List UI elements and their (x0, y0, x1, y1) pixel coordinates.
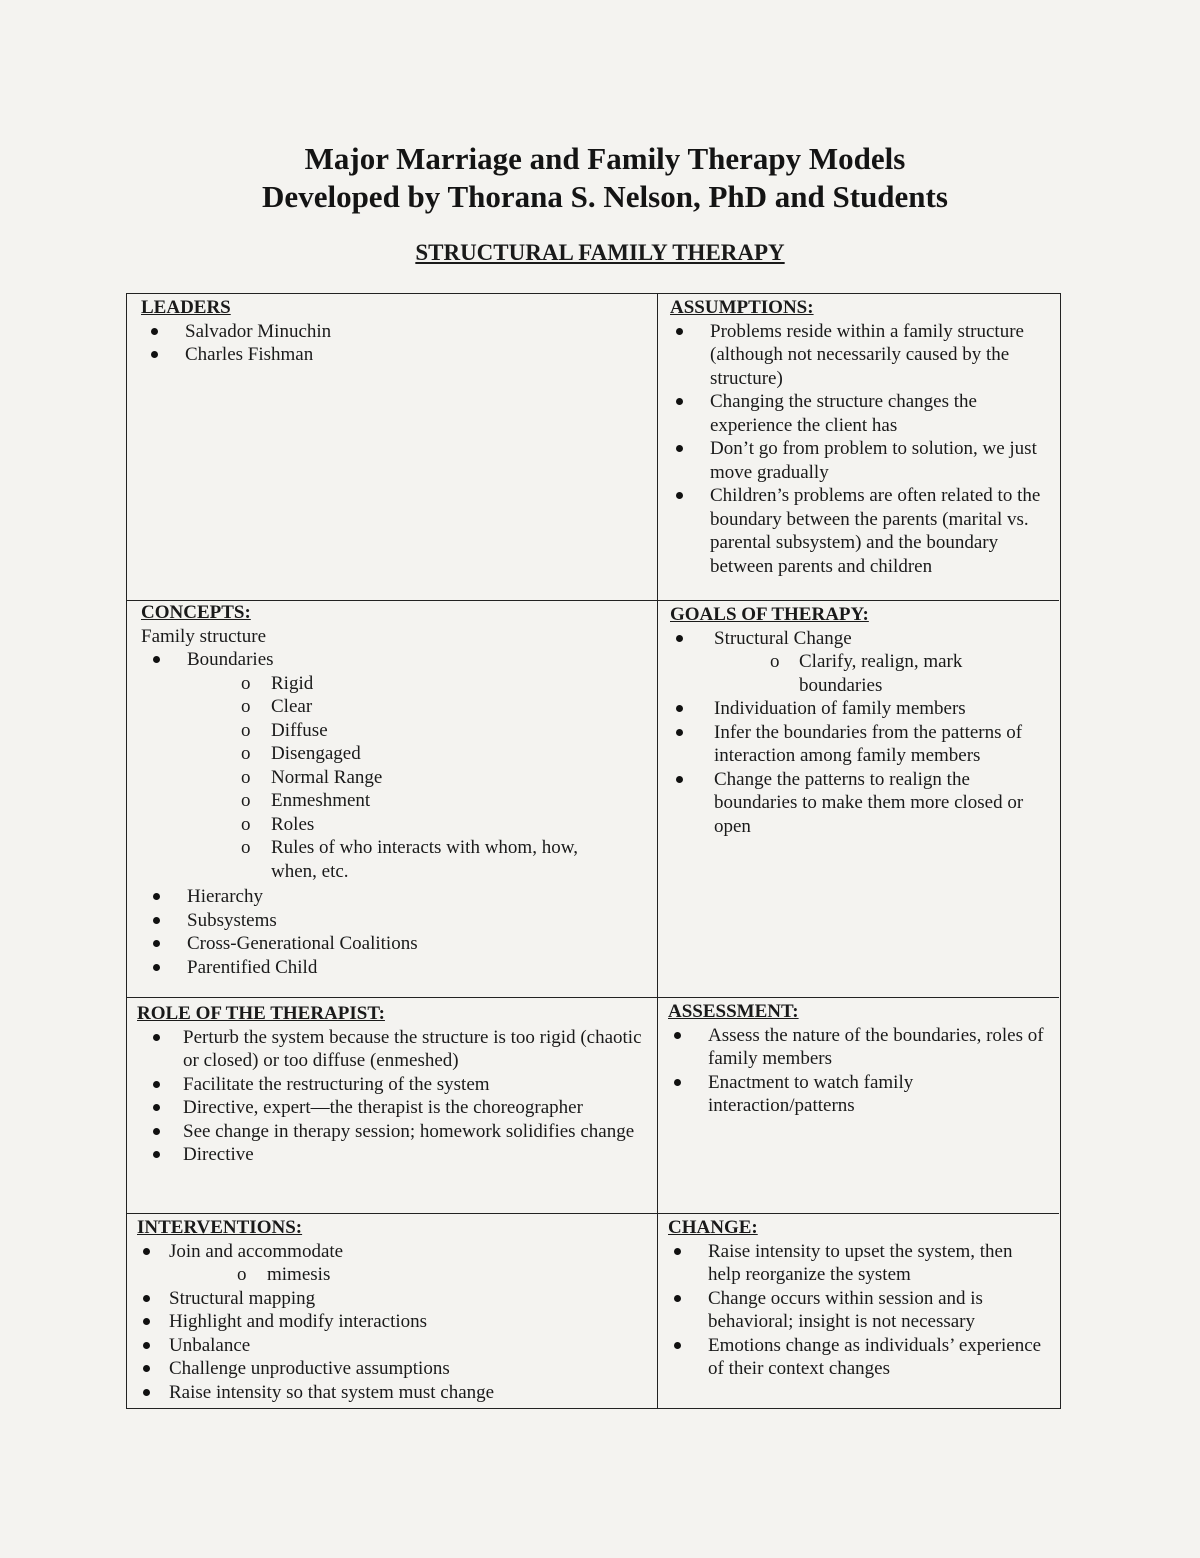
list-item: Boundaries (147, 648, 647, 672)
assumptions-heading: ASSUMPTIONS: (670, 297, 814, 318)
sub-list-item: o Roles (141, 813, 611, 837)
list-item: Salvador Minuchin (145, 320, 647, 344)
goals-list (670, 627, 1049, 651)
role-heading: ROLE OF THE THERAPIST: (137, 1003, 385, 1024)
interventions-cell (127, 1214, 658, 1408)
list-item: Challenge unproductive assumptions (137, 1357, 647, 1381)
leaders-list (145, 320, 647, 367)
sub-list-item: o Clarify, realign, mark boundaries (670, 650, 989, 697)
list-item: See change in therapy session; homework solidifies change (147, 1120, 647, 1144)
list-item: Unbalance (137, 1334, 647, 1358)
sub-list-item: o Normal Range (141, 766, 611, 790)
list-item: Problems reside within a family structure (although not necessarily caused by the structure) (670, 320, 1049, 391)
interventions-heading: INTERVENTIONS: (137, 1217, 303, 1238)
change-heading: CHANGE: (668, 1217, 758, 1238)
list-item: Raise intensity to upset the system, then help reorganize the system (668, 1240, 1049, 1287)
sub-list-item: o Rules of who interacts with whom, how, when, etc. (141, 836, 611, 883)
assessment-heading: ASSESSMENT: (668, 1001, 799, 1022)
interventions-more-list (137, 1287, 647, 1405)
sub-list-item: o Disengaged (141, 742, 611, 766)
interventions-list (137, 1240, 647, 1264)
list-item: Changing the structure changes the experience the client has (670, 390, 1049, 437)
interventions-sublist (137, 1263, 647, 1287)
list-item: Directive (147, 1143, 647, 1167)
goals-sublist (670, 650, 1049, 697)
list-item: Assess the nature of the boundaries, roles of family members (668, 1024, 1049, 1071)
list-item: Cross-Generational Coalitions (147, 932, 647, 956)
sub-list-item: o Enmeshment (141, 789, 611, 813)
list-item: Charles Fishman (145, 343, 647, 367)
concepts-intro: Family structure (141, 625, 267, 647)
concepts-heading: CONCEPTS: (141, 602, 251, 623)
list-item: Structural Change (670, 627, 1049, 651)
list-item: Perturb the system because the structure is too rigid (chaotic or closed) or too diffuse (enmeshed) (147, 1026, 647, 1073)
leaders-heading: LEADERS (141, 297, 231, 318)
assessment-list (668, 1024, 1049, 1118)
assumptions-cell (658, 294, 1059, 601)
sub-list-item: o mimesis (137, 1263, 647, 1287)
concepts-cell (127, 601, 658, 998)
list-item: Facilitate the restructuring of the system (147, 1073, 647, 1097)
list-item: Subsystems (147, 909, 647, 933)
list-item: Directive, expert—the therapist is the choreographer (147, 1096, 647, 1120)
change-cell (658, 1214, 1059, 1408)
assessment-cell (658, 998, 1059, 1214)
list-item: Children’s problems are often related to the boundary between the parents (marital vs. parental subsystem) and the boundary between parents and children (670, 484, 1049, 578)
list-item: Individuation of family members (670, 697, 1049, 721)
change-list (668, 1240, 1049, 1381)
goals-more-list (670, 697, 1049, 838)
role-list (147, 1026, 647, 1167)
list-item: Parentified Child (147, 956, 647, 980)
title-line-1: Major Marriage and Family Therapy Models (304, 141, 906, 176)
sub-list-item: o Diffuse (141, 719, 611, 743)
list-item: Highlight and modify interactions (137, 1310, 647, 1334)
leaders-cell (127, 294, 658, 601)
goals-cell (658, 601, 1059, 998)
page-title (0, 140, 1200, 216)
sub-list-item: o Rigid (141, 672, 611, 696)
list-item: Emotions change as individuals’ experience of their context changes (668, 1334, 1049, 1381)
model-table (126, 293, 1061, 1409)
list-item: Raise intensity so that system must change (137, 1381, 647, 1405)
assumptions-list (670, 320, 1049, 579)
sub-list-item: o Clear (141, 695, 611, 719)
list-item: Change occurs within session and is behavioral; insight is not necessary (668, 1287, 1049, 1334)
list-item: Change the patterns to realign the boundaries to make them more closed or open (670, 768, 1049, 839)
section-subtitle: STRUCTURAL FAMILY THERAPY (415, 240, 785, 265)
list-item: Don’t go from problem to solution, we just move gradually (670, 437, 1049, 484)
list-item: Structural mapping (137, 1287, 647, 1311)
title-line-2: Developed by Thorana S. Nelson, PhD and Students (262, 179, 948, 214)
goals-heading: GOALS OF THERAPY: (670, 604, 869, 625)
list-item: Hierarchy (147, 885, 647, 909)
list-item: Infer the boundaries from the patterns of interaction among family members (670, 721, 1049, 768)
role-cell (127, 998, 658, 1214)
list-item: Join and accommodate (137, 1240, 647, 1264)
concepts-more-list (147, 885, 647, 979)
concepts-list (147, 648, 647, 672)
boundaries-sublist (141, 672, 611, 884)
list-item: Enactment to watch family interaction/patterns (668, 1071, 1049, 1118)
